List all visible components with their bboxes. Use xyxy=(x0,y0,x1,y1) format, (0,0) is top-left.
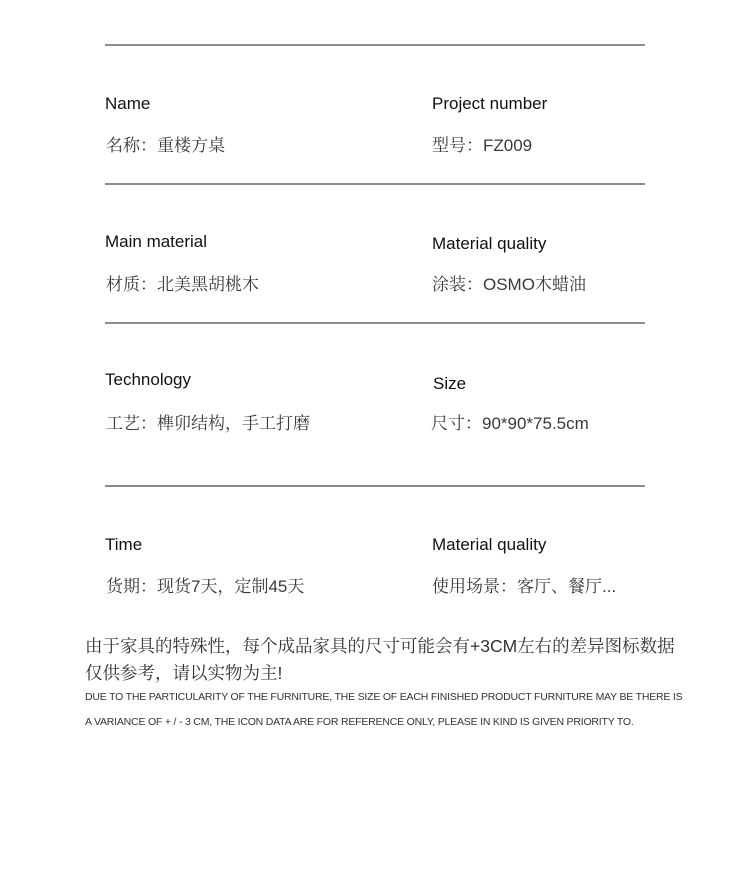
divider-1 xyxy=(105,183,645,185)
spec-label-project-number: Project number xyxy=(432,94,548,113)
disclaimer-en-line-2: A VARIANCE OF + / - 3 CM, THE ICON DATA ARE FOR REFERENCE ONLY, PLEASE IN KIND IS GIVEN PRIORITY TO. xyxy=(85,716,634,728)
spec-label-name: Name xyxy=(105,94,151,113)
spec-label-time: Time xyxy=(105,535,143,554)
disclaimer-cn-line-1: 由于家具的特殊性，每个成品家具的尺寸可能会有+3CM左右的差异图标数据 xyxy=(85,636,675,656)
spec-label-main-material: Main material xyxy=(105,232,208,251)
divider-3 xyxy=(105,485,645,487)
disclaimer-cn-line-2: 仅供参考，请以实物为主! xyxy=(85,663,283,683)
spec-label-size: Size xyxy=(433,374,467,393)
spec-value-main-material: 材质：北美黑胡桃木 xyxy=(106,275,259,294)
spec-value-material-quality: 涂装：OSMO木蜡油 xyxy=(432,275,586,294)
spec-label-technology: Technology xyxy=(105,370,192,389)
divider-2 xyxy=(105,322,645,324)
spec-value-technology: 工艺：榫卯结构，手工打磨 xyxy=(106,414,310,433)
spec-value-name: 名称：重楼方桌 xyxy=(106,136,225,155)
spec-value-time: 货期：现货7天，定制45天 xyxy=(106,577,305,596)
divider-top xyxy=(105,44,645,46)
disclaimer-en-line-1: DUE TO THE PARTICULARITY OF THE FURNITURE, THE SIZE OF EACH FINISHED PRODUCT FURNITURE MAY BE THERE IS xyxy=(85,691,683,703)
spec-label-usage: Material quality xyxy=(432,535,547,554)
spec-value-size: 尺寸：90*90*75.5cm xyxy=(431,414,589,433)
spec-value-project-number: 型号：FZ009 xyxy=(432,136,533,155)
spec-value-usage: 使用场景：客厅、餐厅... xyxy=(432,577,617,596)
spec-label-material-quality: Material quality xyxy=(432,234,547,253)
